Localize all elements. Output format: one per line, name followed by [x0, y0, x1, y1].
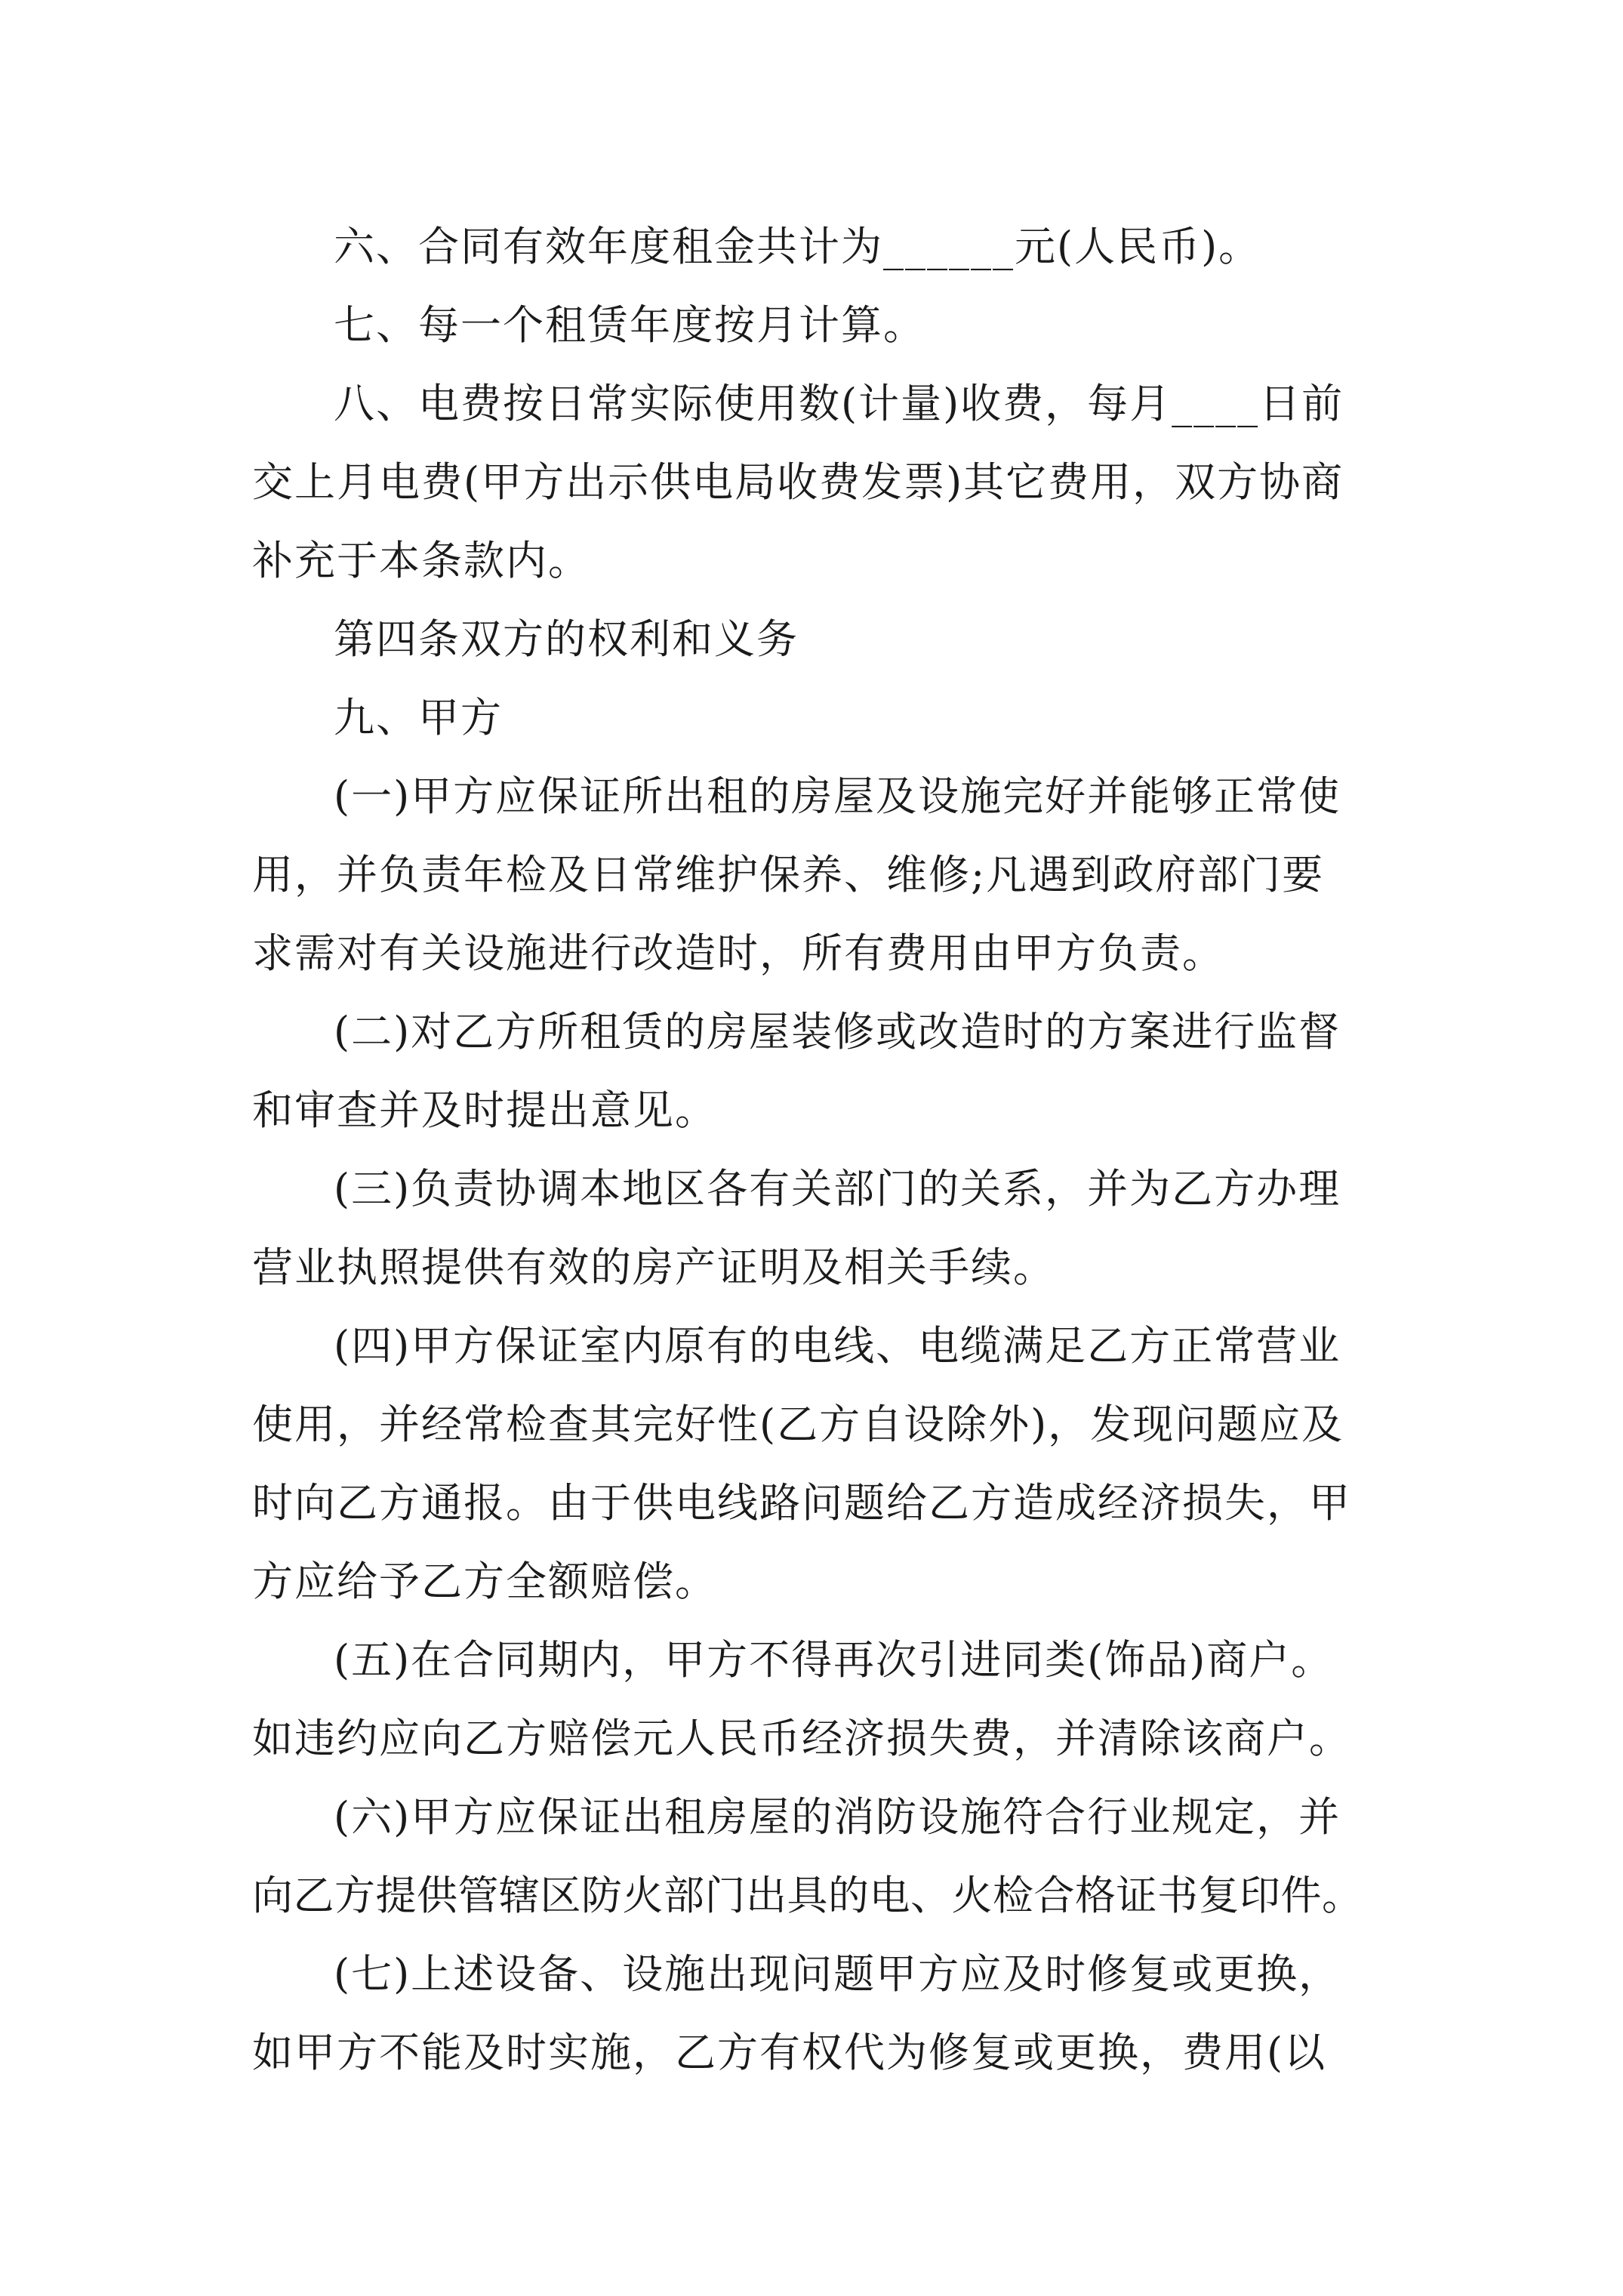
text-line: (四)甲方保证室内原有的电线、电缆满足乙方正常营业	[334, 1322, 1341, 1370]
text-line: 八、电费按日常实际使用数(计量)收费，每月____日前	[334, 380, 1344, 427]
text-line: 六、合同有效年度租金共计为______元(人民币)。	[334, 223, 1261, 270]
text-line: 向乙方提供管辖区防火部门出具的电、火检合格证书复印件。	[252, 1872, 1363, 1919]
text-line: 方应给予乙方全额赔偿。	[252, 1558, 717, 1605]
text-line: 交上月电费(甲方出示供电局收费发票)其它费用，双方协商	[252, 458, 1344, 506]
text-line: 如违约应向乙方赔偿元人民币经济损失费，并清除该商户。	[252, 1715, 1351, 1762]
text-line: 补充于本条款内。	[252, 537, 590, 584]
section-heading: 第四条双方的权利和义务	[334, 615, 799, 663]
text-line: 时向乙方通报。由于供电线路问题给乙方造成经济损失，甲	[252, 1479, 1351, 1527]
text-line: (一)甲方应保证所出租的房屋及设施完好并能够正常使	[334, 772, 1341, 820]
text-line: 使用，并经常检查其完好性(乙方自设除外)，发现问题应及	[252, 1401, 1344, 1448]
text-line: (五)在合同期内，甲方不得再次引进同类(饰品)商户。	[334, 1636, 1334, 1684]
document-body	[252, 208, 1372, 2092]
text-line: 营业执照提供有效的房产证明及相关手续。	[252, 1244, 1055, 1291]
text-line: (六)甲方应保证出租房屋的消防设施符合行业规定，并	[334, 1793, 1341, 1841]
text-line: 如甲方不能及时实施，乙方有权代为修复或更换，费用(以	[252, 2029, 1327, 2076]
text-line: (二)对乙方所租赁的房屋装修或改造时的方案进行监督	[334, 1008, 1341, 1056]
text-line: 求需对有关设施进行改造时，所有费用由甲方负责。	[252, 929, 1224, 977]
text-line: 七、每一个租赁年度按月计算。	[334, 301, 925, 349]
text-line: (三)负责协调本地区各有关部门的关系，并为乙方办理	[334, 1165, 1341, 1213]
subsection-heading: 九、甲方	[334, 694, 503, 741]
text-line: 用，并负责年检及日常维护保养、维修;凡遇到政府部门要	[252, 851, 1325, 898]
text-line: 和审查并及时提出意见。	[252, 1086, 717, 1134]
text-line: (七)上述设备、设施出现问题甲方应及时修复或更换，	[334, 1950, 1341, 1998]
